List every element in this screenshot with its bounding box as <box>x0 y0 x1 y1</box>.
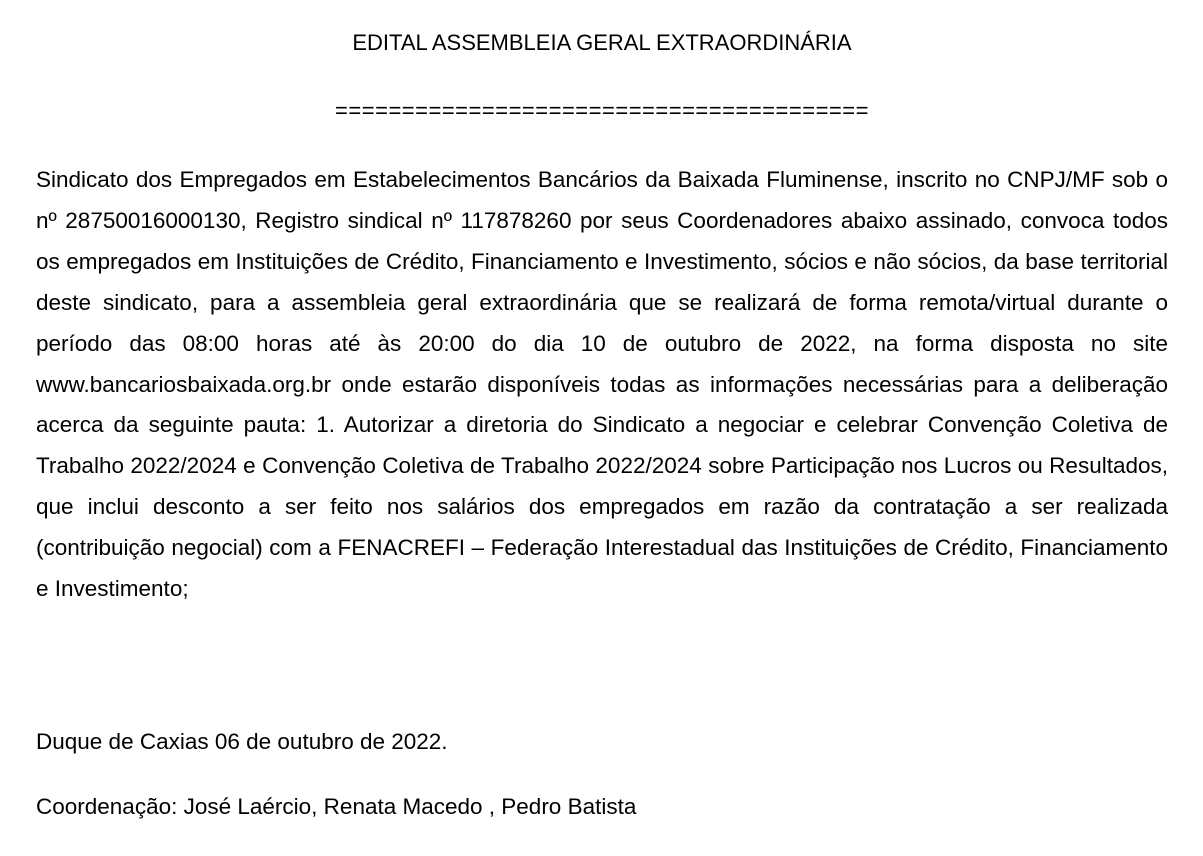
coordination-signatures: Coordenação: José Laércio, Renata Macedo , Pedro Batista <box>36 794 637 819</box>
title-separator: ======================================== <box>335 98 869 123</box>
date-line: Duque de Caxias 06 de outubro de 2022. <box>36 729 448 754</box>
document-title: EDITAL ASSEMBLEIA GERAL EXTRAORDINÁRIA <box>352 30 852 55</box>
notice-body: Sindicato dos Empregados em Estabelecimentos Bancários da Baixada Fluminense, inscrito no CNPJ/MF sob o nº 28750016000130, Registro sindical nº 117878260 por seus Coordenadores abaixo assinado, convoca todos os empregados em Instituições de Crédito, Financiamento e Investimento, sócios e não sócios, da base territorial deste sindicato, para a assembleia geral extraordinária que se realizará de forma remota/virtual durante o período das 08:00 horas até às 20:00 do dia 10 de outubro de 2022, na forma disposta no site www.bancariosbaixada.org.br onde estarão disponíveis todas as informações necessárias para a deliberação acerca da seguinte pauta: 1. Autorizar a diretoria do Sindicato a negociar e celebrar Convenção Coletiva de Trabalho 2022/2024 e Convenção Coletiva de Trabalho 2022/2024 sobre Participação nos Lucros ou Resultados, que inclui desconto a ser feito nos salários dos empregados em razão da contratação a ser realizada (contribuição negocial) com a FENACREFI – Federação Interestadual das Instituições de Crédito, Financiamento e Investimento; <box>36 167 1168 602</box>
